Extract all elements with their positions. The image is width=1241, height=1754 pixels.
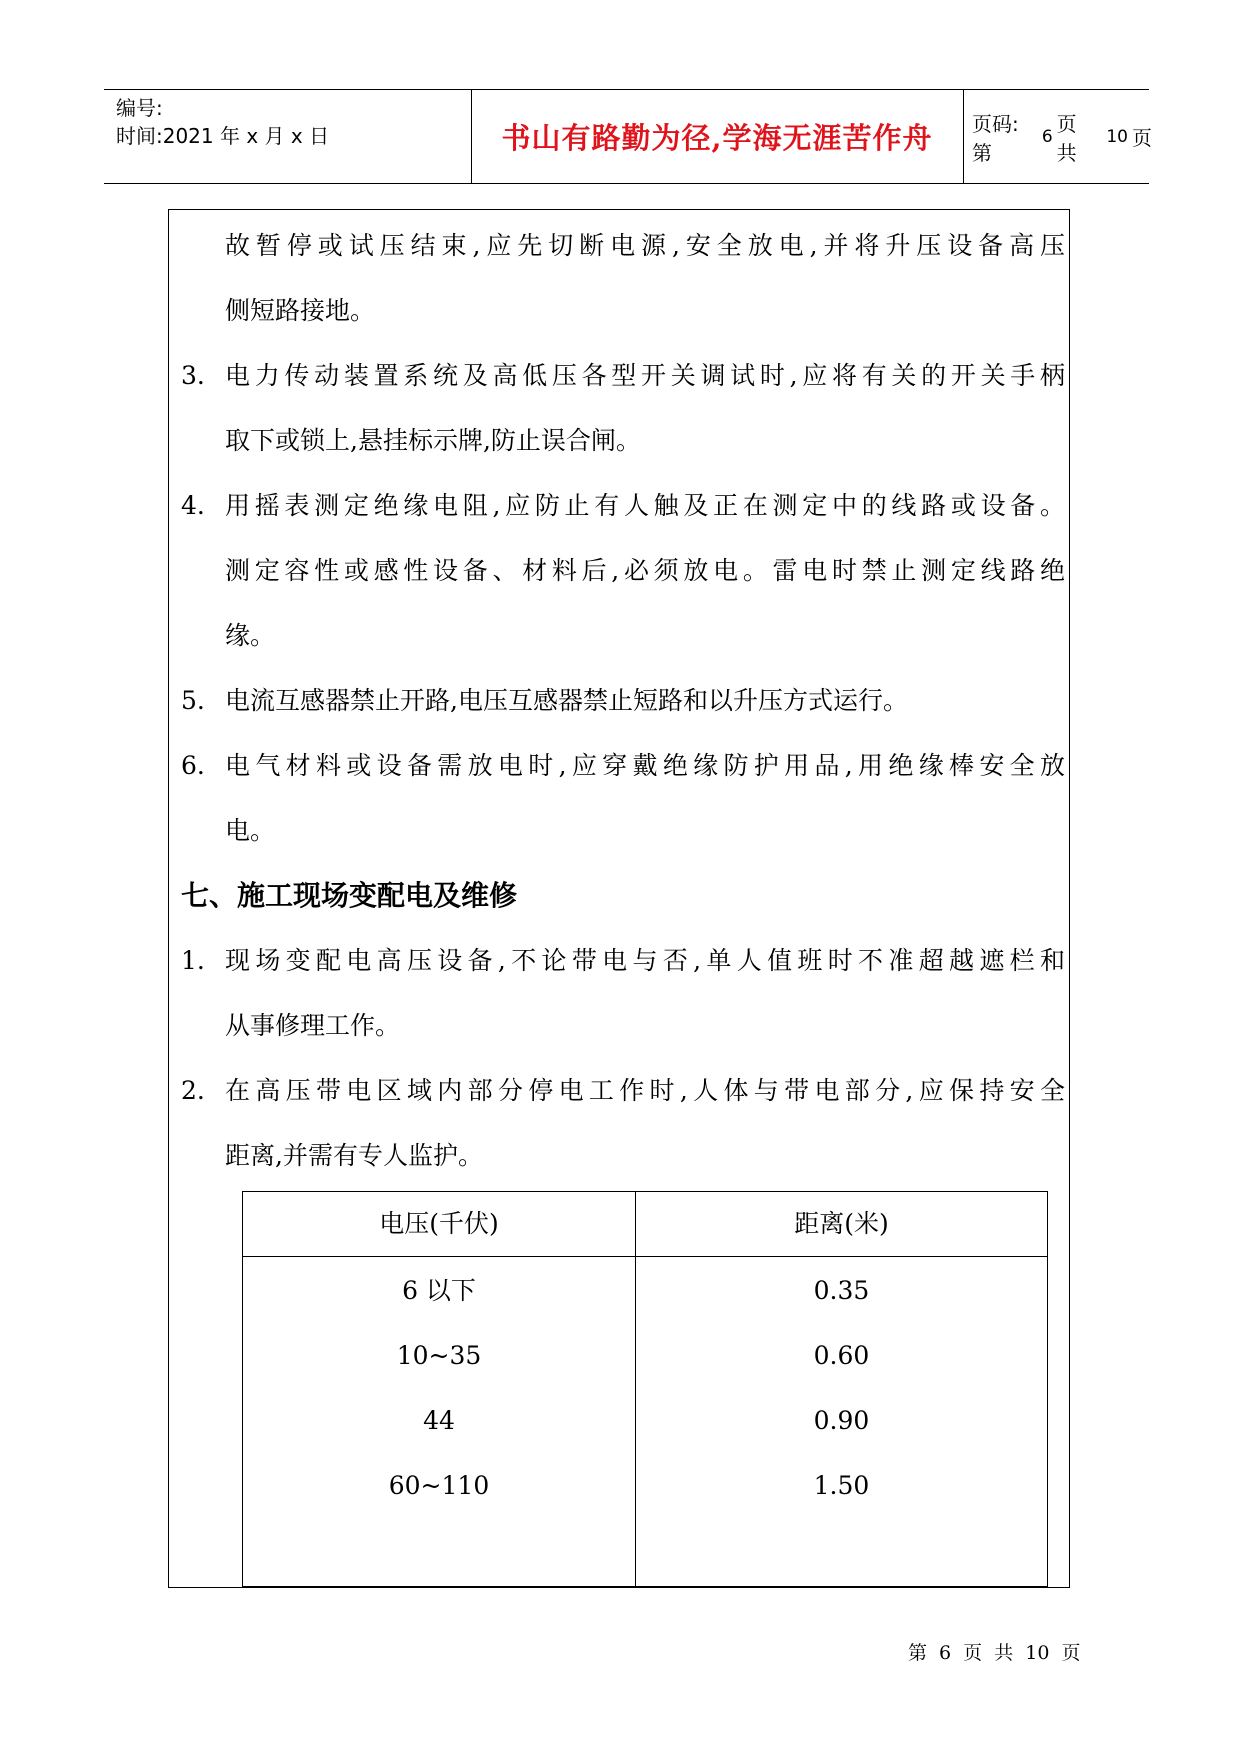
body-line: 现场变配电高压设备,不论带电与否,单人值班时不准超越遮栏和 [225,946,1065,975]
content-frame [168,209,1070,1588]
table-header-distance: 距离(米) [794,1209,889,1238]
list-number: 3. [181,361,205,390]
table-cell: 0.35 [813,1276,870,1305]
header-page-indicator [972,90,1152,183]
pager-suffix: 页 [1132,126,1152,150]
table-cell: 10~35 [396,1341,482,1370]
body-line: 电力传动装置系统及高低压各型开关调试时,应将有关的开关手柄 [225,361,1065,390]
body-line: 缘。 [225,621,276,650]
body-line: 侧短路接地。 [225,296,376,325]
voltage-distance-table [242,1191,1048,1587]
serial-number-label: 编号: [116,96,163,120]
table-cell: 44 [423,1406,455,1435]
list-number: 1. [181,946,205,975]
body-line: 电。 [225,816,276,845]
page-footer: 第 6 页 共 10 页 [908,1642,1081,1664]
header-motto: 书山有路勤为径,学海无涯苦作舟 [501,121,933,155]
table-cell: 0.90 [813,1406,870,1435]
pager-total: 10 [1106,126,1128,147]
pager-mid: 页 共 [1056,111,1077,165]
body-line: 在高压带电区域内部分停电工作时,人体与带电部分,应保持安全 [225,1076,1065,1105]
table-cell: 60~110 [388,1471,490,1500]
table-cell: 6 以下 [402,1276,476,1305]
body-line: 距离,并需有专人监护。 [225,1141,483,1170]
body-line: 从事修理工作。 [225,1011,401,1040]
body-line: 电流互感器禁止开路,电压互感器禁止短路和以升压方式运行。 [225,686,908,715]
section-heading: 七、施工现场变配电及维修 [181,879,518,912]
body-line: 用摇表测定绝缘电阻,应防止有人触及正在测定中的线路或设备。 [225,491,1065,520]
body-line: 故暂停或试压结束,应先切断电源,安全放电,并将升压设备高压 [225,231,1065,260]
table-header-voltage: 电压(千伏) [379,1209,499,1238]
header-divider [963,90,964,183]
body-line: 取下或锁上,悬挂标示牌,防止误合闸。 [225,426,641,455]
list-number: 5. [181,686,205,715]
body-line: 测定容性或感性设备、材料后,必须放电。雷电时禁止测定线路绝 [225,556,1065,585]
header-meta [116,94,466,150]
page-header [104,89,1152,184]
table-column-divider [635,1192,636,1586]
table-header-divider [243,1256,1047,1257]
pager-prefix: 页码:第 [972,111,1019,165]
list-number: 2. [181,1076,205,1105]
table-cell: 1.50 [813,1471,870,1500]
table-cell: 0.60 [813,1341,870,1370]
pager-current: 6 [1041,126,1053,147]
list-number: 6. [181,751,205,780]
list-number: 4. [181,491,205,520]
time-label: 时间:2021 年 x 月 x 日 [116,124,330,148]
body-line: 电气材料或设备需放电时,应穿戴绝缘防护用品,用绝缘棒安全放 [225,751,1065,780]
